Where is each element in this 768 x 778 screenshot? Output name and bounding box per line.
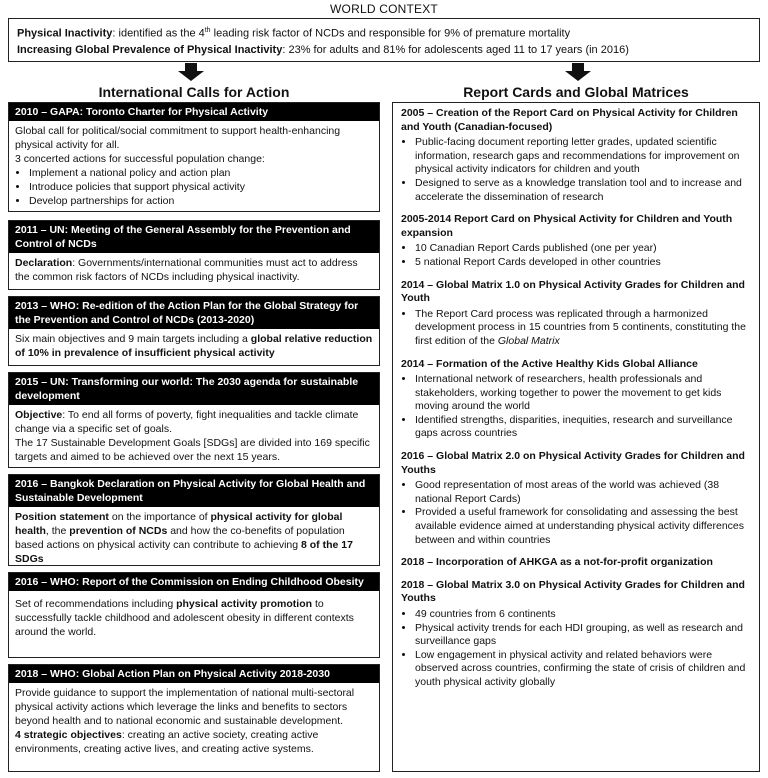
- section-2018-incorporation: 2018 – Incorporation of AHKGA as a not-for-profit organization: [401, 556, 713, 569]
- section-2014-matrix: 2014 – Global Matrix 1.0 on Physical Activity Grades for Children and Youth • The Report Card process was replicated through a harmonized development process in 15 countries from 5 continents, constituting the first edition of the Global Matrix: [401, 279, 751, 349]
- report-cards-box: [392, 102, 760, 772]
- list-item: • Low engagement in physical activity and related behaviors were observed across countries, confirming the state of crisis of children and youth physical activity globally: [415, 649, 751, 690]
- card-2013-who: 2013 – WHO: Re-edition of the Action Plan for the Global Strategy for the Prevention and Control of NCDs (2013-2020) Six main objectives and 9 main targets including a global relative reduction of 10% in prevalence of insufficient physical activity: [8, 296, 380, 366]
- list-item: • Provided a useful framework for consolidating and assessing the best available evidence aimed at understanding physical activity differences between and within countries: [415, 506, 751, 547]
- list-item: • Develop partnerships for action: [29, 194, 373, 208]
- section-2005-2014: 2005-2014 Report Card on Physical Activity for Children and Youth expansion • 10 Canadian Report Cards published (one per year) • 5 national Report Cards developed in other countries: [401, 213, 751, 269]
- section-2014-alliance: 2014 – Formation of the Active Healthy Kids Global Alliance • International network of researchers, health professionals and stakeholders, working together to power the movement to get kids moving around the world • Identified strengths, disparities, inequities, research and surveillance gaps across countries: [401, 358, 751, 442]
- diagram-title: WORLD CONTEXT: [330, 2, 438, 16]
- context-line-2: Increasing Global Prevalence of Physical Inactivity: 23% for adults and 81% for adolescents aged 11 to 17 years (in 2016): [17, 43, 629, 56]
- card-2011-un: 2011 – UN: Meeting of the General Assembly for the Prevention and Control of NCDs Declaration: Governments/international communities must act to address the common risk factors of NCDs including physical inactivity.: [8, 220, 380, 290]
- card-header: 2010 – GAPA: Toronto Charter for Physical Activity: [9, 103, 379, 121]
- card-2016-who-obesity: 2016 – WHO: Report of the Commission on Ending Childhood Obesity Set of recommendations including physical activity promotion to successfully tackle childhood and adolescent obesity in different contexts around the world.: [8, 572, 380, 658]
- card-header: 2016 – WHO: Report of the Commission on Ending Childhood Obesity: [9, 573, 379, 591]
- section-2018-matrix: 2018 – Global Matrix 3.0 on Physical Activity Grades for Children and Youths • 49 countries from 6 continents • Physical activity trends for each HDI grouping, as well as research and surveillance gaps • Low engagement in physical activity and related behaviors were observed across countries, confirming the state of crisis of children and youth physical activity globally: [401, 579, 751, 690]
- section-2016-matrix: 2016 – Global Matrix 2.0 on Physical Activity Grades for Children and Youths • Good representation of most areas of the world was achieved (38 national Report Cards) • Provided a useful framework for consolidating and assessing the best available evidence aimed at understanding physical activity differences between and within countries: [401, 450, 751, 547]
- list-item: • Public-facing document reporting letter grades, updated scientific information, research gaps and recommendations for improvement on physical activity indicators for children and youth: [415, 136, 751, 177]
- card-2010-gapa: 2010 – GAPA: Toronto Charter for Physical Activity Global call for political/social commitment to support health-enhancing physical activity for all. 3 concerted actions for successful population change: • Implement a national policy and action plan • Introduce policies that support physical activity • Develop partnerships for action: [8, 102, 380, 212]
- list-item: • 49 countries from 6 continents: [415, 608, 751, 622]
- left-column-title: International Calls for Action: [98, 84, 290, 100]
- card-header: 2015 – UN: Transforming our world: The 2030 agenda for sustainable development: [9, 373, 379, 405]
- list-item: • Designed to serve as a knowledge translation tool and to increase and accelerate the dissemination of research: [415, 177, 751, 204]
- card-2015-un: 2015 – UN: Transforming our world: The 2030 agenda for sustainable development Objective: To end all forms of poverty, fight inequalities and tackle climate change via a specific set of goals. The 17 Sustainable Development Goals [SDGs] are divided into 169 specific targets and aimed to be achieved over the next 15 years.: [8, 372, 380, 468]
- list-item: • 10 Canadian Report Cards published (one per year): [415, 242, 751, 256]
- card-header: 2018 – WHO: Global Action Plan on Physical Activity 2018-2030: [9, 665, 379, 683]
- world-context-box: [8, 18, 760, 62]
- list-item: • 5 national Report Cards developed in other countries: [415, 256, 751, 270]
- list-item: • Physical activity trends for each HDI grouping, as well as research and surveillance gaps: [415, 622, 751, 649]
- list-item: • Good representation of most areas of the world was achieved (38 national Report Cards): [415, 479, 751, 506]
- card-header: 2011 – UN: Meeting of the General Assembly for the Prevention and Control of NCDs: [9, 221, 379, 253]
- right-column-title: Report Cards and Global Matrices: [463, 84, 689, 100]
- list-item: • Identified strengths, disparities, inequities, research and surveillance gaps across countries: [415, 414, 751, 441]
- context-line-1: Physical Inactivity: identified as the 4th leading risk factor of NCDs and responsible for 9% of premature mortality: [17, 27, 571, 40]
- card-header: 2016 – Bangkok Declaration on Physical Activity for Global Health and Sustainable Development: [9, 475, 379, 507]
- card-2018-who-gappa: 2018 – WHO: Global Action Plan on Physical Activity 2018-2030 Provide guidance to support the implementation of national multi-sectoral physical activity actions which leverage the links and benefits to sectors beyond health and to national economic and sustainable development. 4 strategic objectives: creating an active society, creating active environments, creating active lives, and creating active systems.: [8, 664, 380, 772]
- card-2016-bangkok: 2016 – Bangkok Declaration on Physical Activity for Global Health and Sustainable Development Position statement on the importance of physical activity for global health, the prevention of NCDs and how the co-benefits of population based actions on physical activity can contribute to achieving 8 of the 17 SDGs: [8, 474, 380, 566]
- card-header: 2013 – WHO: Re-edition of the Action Plan for the Global Strategy for the Prevention and Control of NCDs (2013-2020): [9, 297, 379, 329]
- section-2005: 2005 – Creation of the Report Card on Physical Activity for Children and Youth (Canadian-focused) • Public-facing document reporting letter grades, updated scientific information, research gaps and recommendations for improvement on physical activity indicators for children and youth • Designed to serve as a knowledge translation tool and to increase and accelerate the dissemination of research: [401, 107, 751, 204]
- list-item: • Introduce policies that support physical activity: [29, 180, 373, 194]
- list-item: • The Report Card process was replicated through a harmonized development process in 15 countries from 5 continents, constituting the first edition of the Global Matrix: [415, 308, 751, 349]
- list-item: • Implement a national policy and action plan: [29, 166, 373, 180]
- list-item: • International network of researchers, health professionals and stakeholders, working together to power the movement to get kids moving around the world: [415, 373, 751, 414]
